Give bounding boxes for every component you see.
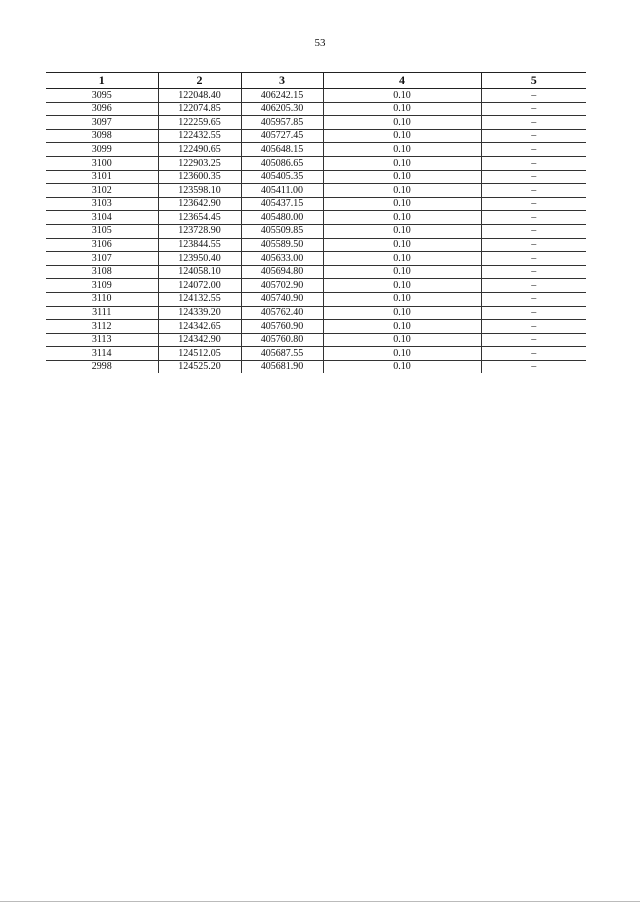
table-cell: 124512.05 [158,347,241,361]
table-cell: 405957.85 [241,116,323,130]
table-row [46,333,586,347]
table-cell: – [481,306,586,320]
table-cell: – [481,360,586,373]
table-cell: 405760.80 [241,333,323,347]
table-cell: 0.10 [323,116,481,130]
table-row [46,129,586,143]
table-cell: 0.10 [323,306,481,320]
table-cell: – [481,184,586,198]
table-cell: – [481,279,586,293]
table-cell: – [481,265,586,279]
table-cell: – [481,170,586,184]
table-row [46,265,586,279]
table-cell: 123598.10 [158,184,241,198]
table-cell: 0.10 [323,102,481,116]
table-cell: 122903.25 [158,156,241,170]
column-header: 4 [323,73,481,89]
table-cell: – [481,129,586,143]
table-cell: 405589.50 [241,238,323,252]
table-cell: 122432.55 [158,129,241,143]
table-cell: 405681.90 [241,360,323,373]
table-cell: 124525.20 [158,360,241,373]
table-cell: – [481,102,586,116]
coordinates-table [46,72,586,373]
table-row [46,360,586,373]
table-cell: 3096 [46,102,158,116]
table-cell: 124132.55 [158,292,241,306]
table-cell: 405740.90 [241,292,323,306]
table-cell: 0.10 [323,333,481,347]
table-cell: – [481,211,586,225]
page-number: 53 [314,37,326,49]
table-cell: 405480.00 [241,211,323,225]
scan-edge-line [0,901,640,902]
table-row [46,170,586,184]
table-cell: 405687.55 [241,347,323,361]
table-cell: 3095 [46,89,158,103]
table-cell: 123950.40 [158,252,241,266]
table-cell: 3097 [46,116,158,130]
table-header-row [46,73,586,89]
table-cell: 0.10 [323,279,481,293]
column-header: 3 [241,73,323,89]
table-row [46,211,586,225]
table-cell: – [481,347,586,361]
table-cell: 124058.10 [158,265,241,279]
table-cell: 3103 [46,197,158,211]
table-cell: 0.10 [323,360,481,373]
table-cell: 122490.65 [158,143,241,157]
table-cell: – [481,143,586,157]
table-cell: – [481,197,586,211]
table-row [46,89,586,103]
table-cell: 0.10 [323,292,481,306]
table-cell: 3105 [46,224,158,238]
table-row [46,292,586,306]
table-cell: 3098 [46,129,158,143]
table-row [46,320,586,334]
table-cell: 122048.40 [158,89,241,103]
table-cell: 405702.90 [241,279,323,293]
table-cell: – [481,89,586,103]
table-cell: 0.10 [323,156,481,170]
table-cell: 0.10 [323,347,481,361]
table-cell: 405405.35 [241,170,323,184]
table-cell: 405694.80 [241,265,323,279]
table-cell: 3109 [46,279,158,293]
table-cell: 0.10 [323,129,481,143]
table-cell: 0.10 [323,224,481,238]
table-row [46,238,586,252]
table-cell: 405762.40 [241,306,323,320]
table-cell: 2998 [91,361,112,373]
table-cell: 123844.55 [158,238,241,252]
table-cell: 405633.00 [241,252,323,266]
table-cell: 124342.90 [158,333,241,347]
table-row [46,143,586,157]
table-cell: 3111 [46,306,158,320]
table-cell: – [481,292,586,306]
table-cell: 0.10 [323,211,481,225]
table-cell: 123600.35 [158,170,241,184]
column-header: 2 [158,73,241,89]
table-cell: 3106 [46,238,158,252]
table-cell: 123728.90 [158,224,241,238]
table-cell: 123654.45 [158,211,241,225]
table-row [46,116,586,130]
table-cell: – [481,333,586,347]
table-cell: – [481,224,586,238]
table-row [46,224,586,238]
table-cell: 124342.65 [158,320,241,334]
table-cell: 405727.45 [241,129,323,143]
table-cell: 0.10 [323,89,481,103]
table-row [46,279,586,293]
table-cell: 0.10 [323,265,481,279]
table-cell: 0.10 [323,184,481,198]
table-cell: 0.10 [323,197,481,211]
table-cell: 124339.20 [158,306,241,320]
table-cell: 406205.30 [241,102,323,116]
table-cell: 0.10 [323,252,481,266]
table-cell: 122259.65 [158,116,241,130]
table-cell: – [481,116,586,130]
table-body [46,89,586,374]
table-cell: 3101 [46,170,158,184]
table-cell: 0.10 [323,238,481,252]
table-cell: – [481,252,586,266]
table-row [46,184,586,198]
table-cell: 3100 [46,156,158,170]
table-cell: 405086.65 [241,156,323,170]
table-cell: 3108 [46,265,158,279]
table-cell: 405648.15 [241,143,323,157]
table-cell: 3110 [46,292,158,306]
table-cell: 3099 [46,143,158,157]
table-row [46,156,586,170]
table-cell: – [481,156,586,170]
column-header: 1 [46,73,158,89]
table-cell: 405411.00 [241,184,323,198]
table-cell: 405509.85 [241,224,323,238]
table-cell: 406242.15 [241,89,323,103]
table-cell: – [481,238,586,252]
table-row [46,347,586,361]
table-cell: – [481,320,586,334]
table-row [46,197,586,211]
table-cell: 0.10 [323,320,481,334]
table-cell: 405760.90 [241,320,323,334]
table-cell: 122074.85 [158,102,241,116]
column-header: 5 [481,73,586,89]
table-row [46,102,586,116]
table-cell: 3112 [46,320,158,334]
table-cell: 405437.15 [241,197,323,211]
table-cell: 3107 [46,252,158,266]
table-cell: 3104 [46,211,158,225]
table-cell: 124072.00 [158,279,241,293]
table-cell: 3114 [46,347,158,361]
table-cell: 3113 [46,333,158,347]
table-cell: 123642.90 [158,197,241,211]
table-row [46,252,586,266]
table-cell: 3102 [46,184,158,198]
table-cell: 0.10 [323,143,481,157]
table-row [46,306,586,320]
table-cell: 0.10 [323,170,481,184]
